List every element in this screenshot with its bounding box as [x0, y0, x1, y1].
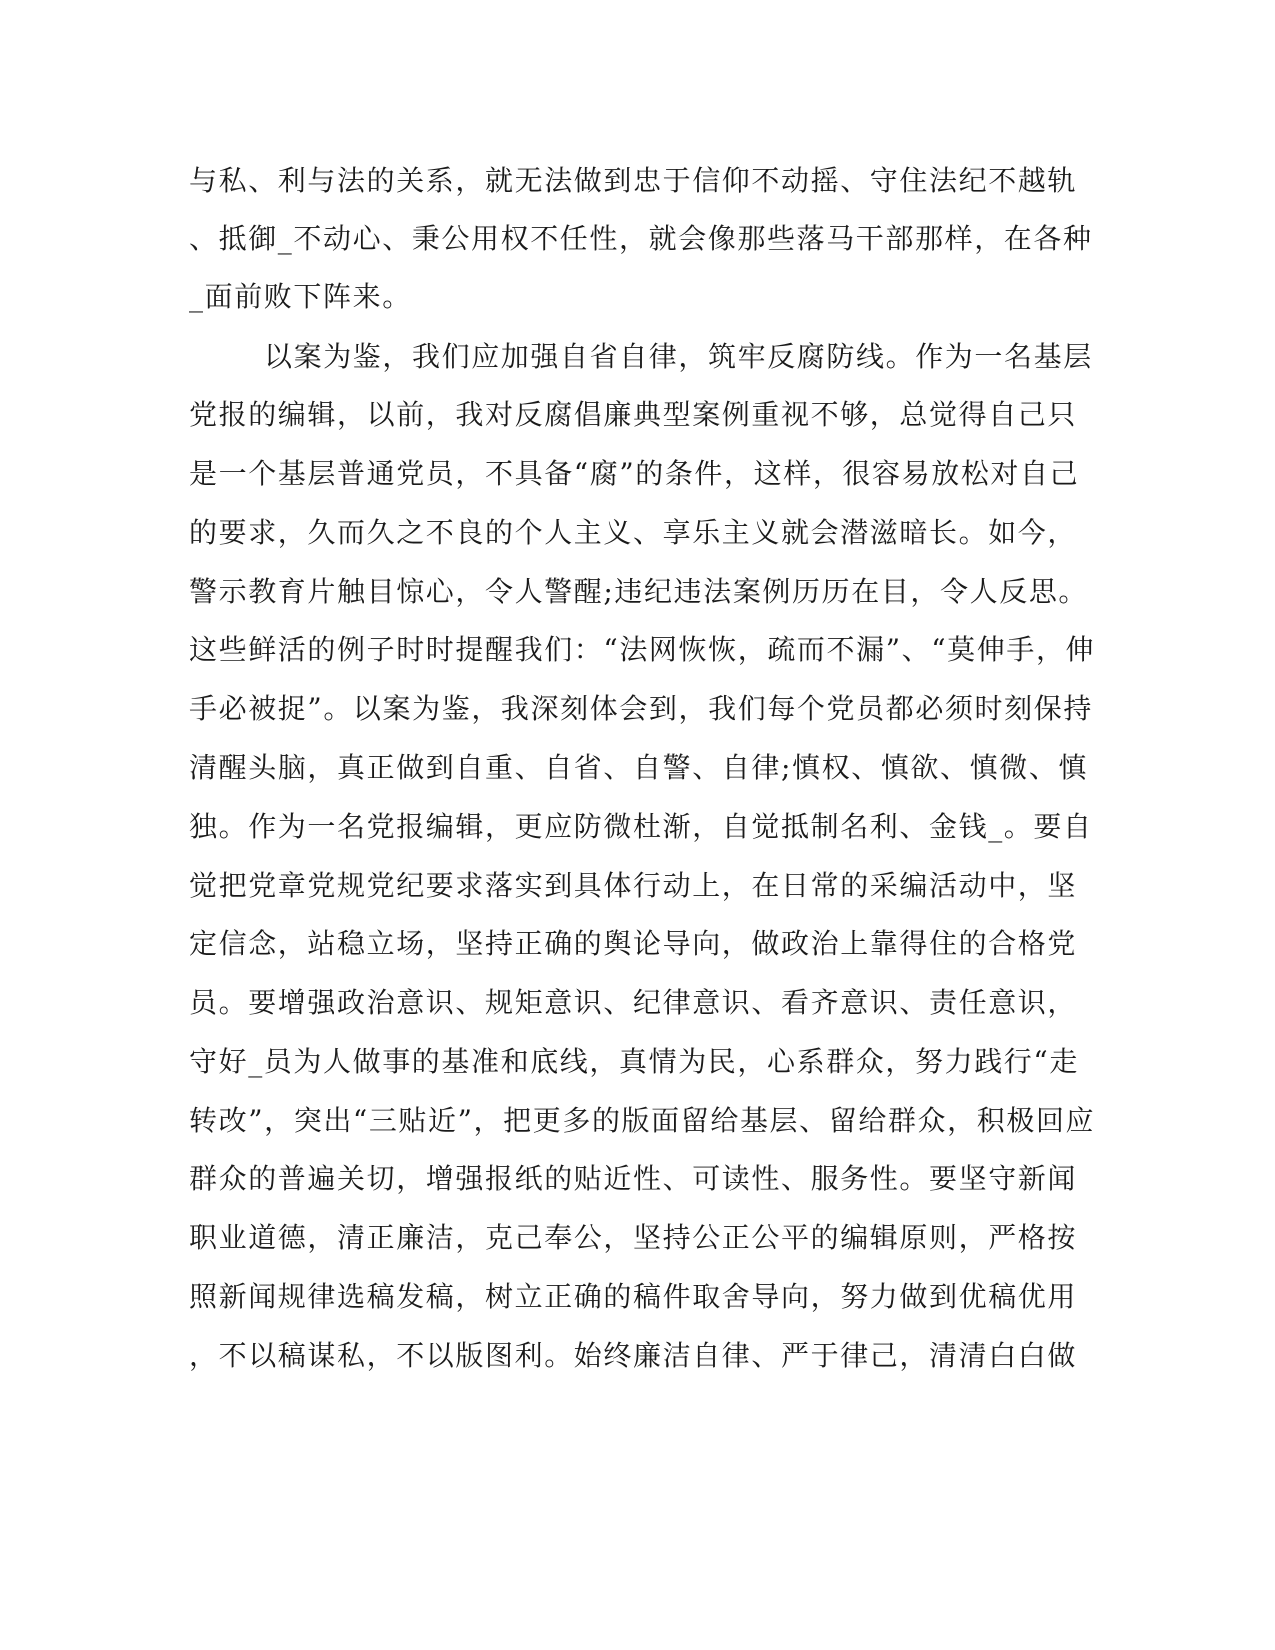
text-line-4-paragraph-start: 以案为鉴，我们应加强自省自律，筑牢反腐防线。作为一名基层 — [264, 340, 1093, 373]
text-line-10: 手必被捉”。以案为鉴，我深刻体会到，我们每个党员都必须时刻保持 — [189, 692, 1093, 725]
text-line-5: 党报的编辑，以前，我对反腐倡廉典型案例重视不够，总觉得自己只 — [189, 398, 1078, 431]
text-line-21: ，不以稿谋私，不以版图利。始终廉洁自律、严于律己，清清白白做 — [189, 1339, 1078, 1372]
text-line-11: 清醒头脑，真正做到自重、自省、自警、自律;慎权、慎欲、慎微、慎 — [189, 751, 1089, 784]
text-line-3: _面前败下阵来。 — [189, 280, 412, 313]
text-line-16: 守好_员为人做事的基准和底线，真情为民，心系群众，努力践行“走 — [189, 1045, 1079, 1078]
text-line-20: 照新闻规律选稿发稿，树立正确的稿件取舍导向，努力做到优稿优用 — [189, 1280, 1078, 1313]
text-line-15: 员。要增强政治意识、规矩意识、纪律意识、看齐意识、责任意识， — [189, 986, 1078, 1019]
text-line-13: 觉把党章党规党纪要求落实到具体行动上，在日常的采编活动中，坚 — [189, 869, 1078, 902]
text-line-17: 转改”，突出“三贴近”，把更多的版面留给基层、留给群众，积极回应 — [189, 1104, 1096, 1137]
text-line-19: 职业道德，清正廉洁，克己奉公，坚持公正公平的编辑原则，严格按 — [189, 1221, 1078, 1254]
text-line-9: 这些鲜活的例子时时提醒我们：“法网恢恢，疏而不漏”、“莫伸手，伸 — [189, 633, 1096, 666]
text-line-2: 、抵御_不动心、秉公用权不任性，就会像那些落马干部那样，在各种 — [189, 222, 1093, 255]
text-line-12: 独。作为一名党报编辑，更应防微杜渐，自觉抵制名利、金钱_。要自 — [189, 810, 1093, 843]
text-line-6: 是一个基层普通党员，不具备“腐”的条件，这样，很容易放松对自己 — [189, 457, 1080, 490]
text-line-14: 定信念，站稳立场，坚持正确的舆论导向，做政治上靠得住的合格党 — [189, 927, 1078, 960]
text-line-18: 群众的普遍关切，增强报纸的贴近性、可读性、服务性。要坚守新闻 — [189, 1162, 1078, 1195]
text-line-7: 的要求，久而久之不良的个人主义、享乐主义就会潜滋暗长。如今， — [189, 516, 1078, 549]
text-line-8: 警示教育片触目惊心，令人警醒;违纪违法案例历历在目，令人反思。 — [189, 575, 1089, 608]
text-line-1: 与私、利与法的关系，就无法做到忠于信仰不动摇、守住法纪不越轨 — [189, 164, 1078, 197]
